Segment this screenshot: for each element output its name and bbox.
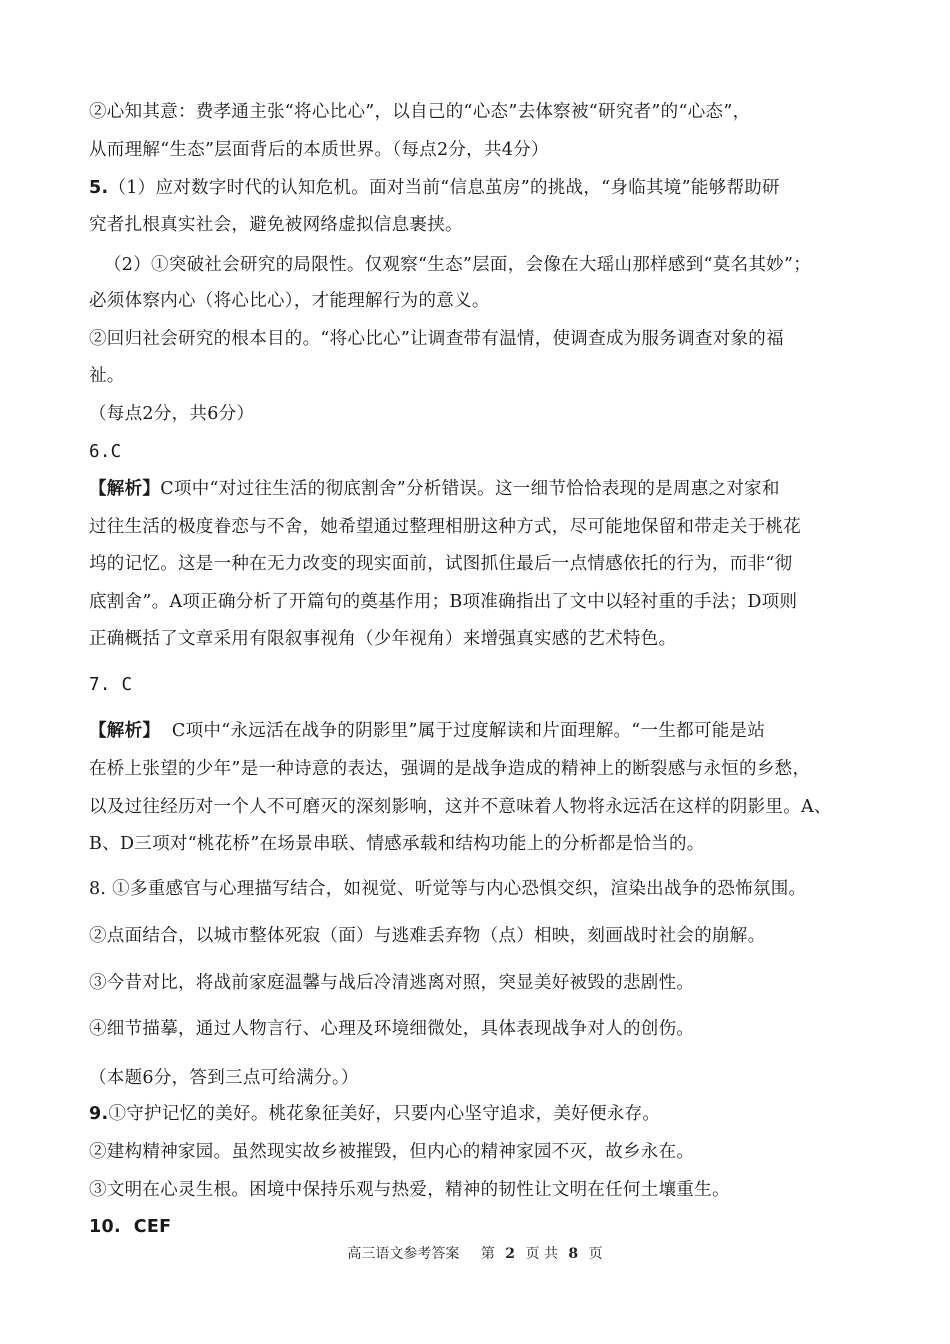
page-suffix: 页 [588, 1246, 603, 1262]
q5-part1-line1 [89, 176, 864, 200]
q5-score-note: （每点2分，共6分） [89, 404, 255, 424]
q4-point2-line2: 从而理解“生态”层面背后的本质世界。（每点2分，共4分） [89, 140, 549, 160]
q5-part1-line2: 究者扎根真实社会，避免被网络虚拟信息裹挟。 [89, 215, 463, 235]
q7-answer: 7. C [89, 675, 133, 695]
q5-part2-line3: ②回归社会研究的根本目的。“将心比心”让调查带有温情，使调查成为服务调查对象的福 [89, 329, 784, 349]
page-number: 2 [505, 1246, 516, 1262]
q9-point3: ③文明在心灵生根。困境中保持乐观与热爱，精神的韧性让文明在任何土壤重生。 [89, 1180, 730, 1200]
q7-analysis-line1 [89, 719, 864, 743]
q8-point1: 8. ①多重感官与心理描写结合，如视觉、听觉等与内心恐惧交织，渲染出战争的恐怖氛围。 [89, 879, 807, 899]
q8-score-note: （本题6分，答到三点可给满分。） [89, 1068, 359, 1088]
q9-point2: ②建构精神家园。虽然现实故乡被摧毁，但内心的精神家园不灭，故乡永在。 [89, 1142, 695, 1162]
page-footer [0, 1243, 950, 1263]
q6-analysis-line2: 过往生活的极度眷恋与不舍，她希望通过整理相册这种方式，尽可能地保留和带走关于桃花 [89, 517, 801, 537]
question-number: 10. [89, 1217, 121, 1237]
q5-part2-line2: 必须体察内心（将心比心），才能理解行为的意义。 [89, 291, 490, 311]
q7-analysis-line4: B、D三项对“桃花桥”在场景串联、情感承载和结构功能上的分析都是恰当的。 [89, 834, 705, 854]
q6-analysis-line4: 底割舍”。A项正确分析了开篇句的奠基作用；B项准确指出了文中以轻衬重的手法；D项则 [89, 592, 798, 612]
q7-analysis-line2: 在桥上张望的少年”是一种诗意的表达，强调的是战争造成的精神上的断裂感与永恒的乡愁， [89, 759, 811, 779]
q4-point2-line1: ②心知其意：费孝通主张“将心比心”，以自己的“心态”去体察被“研究者”的“心态”， [89, 102, 751, 122]
answer-text: （1）应对数字时代的认知危机。面对当前“信息茧房”的挑战，“身临其境”能够帮助研 [108, 178, 780, 198]
q10-answer [89, 1215, 864, 1239]
analysis-text: C项中“永远活在战争的阴影里”属于过度解读和片面理解。“一生都可能是站 [160, 721, 766, 741]
q6-analysis-line5: 正确概括了文章采用有限叙事视角（少年视角）来增强真实感的艺术特色。 [89, 629, 677, 649]
question-number: 5. [89, 178, 109, 198]
q8-point3: ③今昔对比，将战前家庭温馨与战后冷清逃离对照，突显美好被毁的悲剧性。 [89, 973, 695, 993]
question-number: 9. [89, 1104, 109, 1124]
q7-analysis-line3: 以及过往经历对一个人不可磨灭的深刻影响，这并不意味着人物将永远活在这样的阴影里。A、 [89, 797, 832, 817]
q6-answer: 6.C [89, 442, 122, 462]
q6-analysis-line1 [89, 477, 864, 501]
answer-text: CEF [120, 1217, 172, 1237]
footer-title: 高三语文参考答案 [347, 1246, 460, 1262]
q9-point1 [89, 1102, 864, 1126]
q8-point2: ②点面结合，以城市整体死寂（面）与逃难丢弃物（点）相映，刻画战时社会的崩解。 [89, 926, 766, 946]
answer-text: ①守护记忆的美好。桃花象征美好，只要内心坚守追求，美好便永存。 [108, 1104, 661, 1124]
q5-part2-line1: （2）①突破社会研究的局限性。仅观察“生态”层面，会像在大瑶山那样感到“莫名其妙”； [104, 255, 812, 275]
analysis-text: C项中“对过往生活的彻底割舍”分析错误。这一细节恰恰表现的是周惠之对家和 [160, 479, 780, 499]
total-pages: 8 [568, 1246, 579, 1262]
analysis-label: 【解析】 [89, 479, 161, 499]
q5-part2-line4: 祉。 [89, 366, 125, 386]
analysis-label: 【解析】 [89, 721, 161, 741]
q8-point4: ④细节描摹，通过人物言行、心理及环境细微处，具体表现战争对人的创伤。 [89, 1019, 695, 1039]
page-mid: 页 共 [525, 1246, 558, 1262]
q6-analysis-line3: 坞的记忆。这是一种在无力改变的现实面前，试图抓住最后一点情感依托的行为，而非“彻 [89, 554, 793, 574]
page-prefix: 第 [480, 1246, 495, 1262]
